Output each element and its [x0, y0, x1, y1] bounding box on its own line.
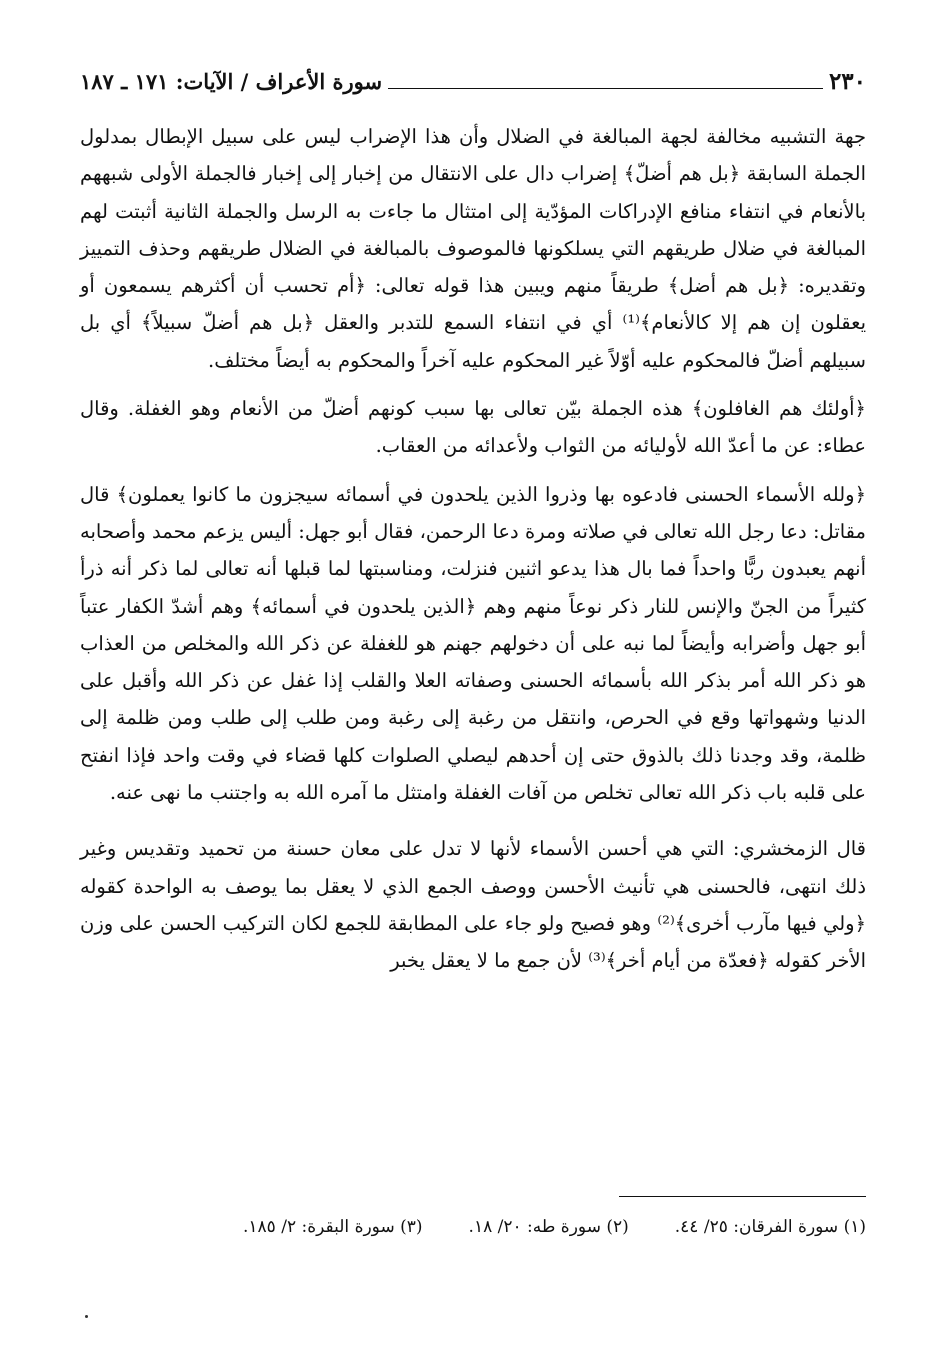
main-text — [80, 118, 866, 980]
page-number: ٢٣٠ — [828, 68, 866, 95]
footnotes — [243, 1213, 866, 1241]
footnote: (٢) سورة طه: ٢٠/ ١٨. — [468, 1217, 629, 1237]
scan-speck — [85, 1315, 88, 1318]
footnote-rule — [619, 1196, 866, 1197]
running-header — [80, 62, 866, 96]
header-title: سورة الأعراف / الآيات: ١٧١ ـ ١٨٧ — [80, 69, 383, 94]
footnote: (٣) سورة البقرة: ٢/ ١٨٥. — [243, 1217, 423, 1237]
header-rule — [388, 88, 823, 89]
paragraph: ﴿أولئك هم الغافلون﴾ هذه الجملة بيّن تعالى بها سبب كونهم أضلّ من الأنعام وهو الغفلة. وقال عطاء: عن ما أعدّ الله لأوليائه من الثواب ولأعدائه من العقاب. — [80, 397, 866, 458]
footnote: (١) سورة الفرقان: ٢٥/ ٤٤. — [674, 1217, 866, 1237]
paragraph: ﴿ولله الأسماء الحسنى فادعوه بها وذروا الذين يلحدون في أسمائه سيجزون ما كانوا يعملون﴾ قال مقاتل: دعا رجل الله تعالى في صلاته ومرة دعا الرحمن، فقال أبو جهل: أليس يزعم محمد وأصحابه أنهم يعبدون ربًّا واحداً فما بال هذا يدعو اثنين فنزلت، ومناسبتها لما قبلها أنه تعالى لما ذكر أنه ذرأ كثيراً من الجنّ والإنس للنار ذكر نوعاً منهم وهم ﴿الذين يلحدون في أسمائه﴾ وهم أشدّ الكفار عتباً أبو جهل وأضرابه وأيضاً لما نبه على أن دخولهم جهنم هو للغفلة عن ذكر الله والمخلص من العذاب هو ذكر الله أمر بذكر الله بأسمائه الحسنى وصفاته العلا والقلب إذا غفل عن ذكر الله وأقبل على الدنيا وشهواتها وقع في الحرص، وانتقل من رغبة إلى رغبة ومن طلب إلى طلب ومن ظلمة إلى ظلمة، وقد وجدنا ذلك بالذوق حتى إن أحدهم ليصلي الصلوات كلها قضاء في وقت واحد فإذا انفتح على قلبه باب ذكر الله تعالى تخلص من آفات الغفلة وامتثل ما آمره الله به واجتنب ما نهى عنه. — [80, 482, 866, 805]
paragraph: جهة التشبيه مخالفة لجهة المبالغة في الضلال وأن هذا الإضراب ليس على سبيل الإبطال بمدلول الجملة السابقة ﴿بل هم أضلّ﴾ إضراب دال على الانتقال من إخبار إلى إخبار فالجملة الأولى شبههم بالأنعام في انتفاء منافع الإدراكات المؤدّية إلى امتثال ما جاءت به الرسل والجملة الثانية أثبتت لهم المبالغة في ضلال طريقهم التي يسلكونها فالموصوف بالمبالغة في الضلال طريقهم وحذف التمييز وتقديره: ﴿بل هم أضل﴾ طريقاً منهم ويبين هذا قوله تعالى: ﴿أم تحسب أن أكثرهم يسمعون أو يعقلون إن هم إلا كالأنعام﴾⁽¹⁾ أي في انتفاء السمع للتدبر والعقل ﴿بل هم أضلّ سبيلاً﴾ أي بل سبيلهم أضلّ فالمحكوم عليه أوّلاً غير المحكوم عليه آخراً والمحكوم به أيضاً مختلف. — [80, 125, 866, 372]
paragraph: قال الزمخشري: التي هي أحسن الأسماء لأنها لا تدل على معان حسنة من تحميد وتقديس وغير ذلك انتهى، فالحسنى هي تأنيث الأحسن ووصف الجمع الذي لا يعقل بما يوصف به الواحدة كقوله ﴿ولي فيها مآرب أخرى﴾⁽²⁾ وهو فصيح ولو جاء على المطابقة للجمع لكان التركيب الحسن على وزن الأخر كقوله ﴿فعدّة من أيام أخر﴾⁽³⁾ لأن جمع ما لا يعقل يخبر — [80, 837, 867, 973]
